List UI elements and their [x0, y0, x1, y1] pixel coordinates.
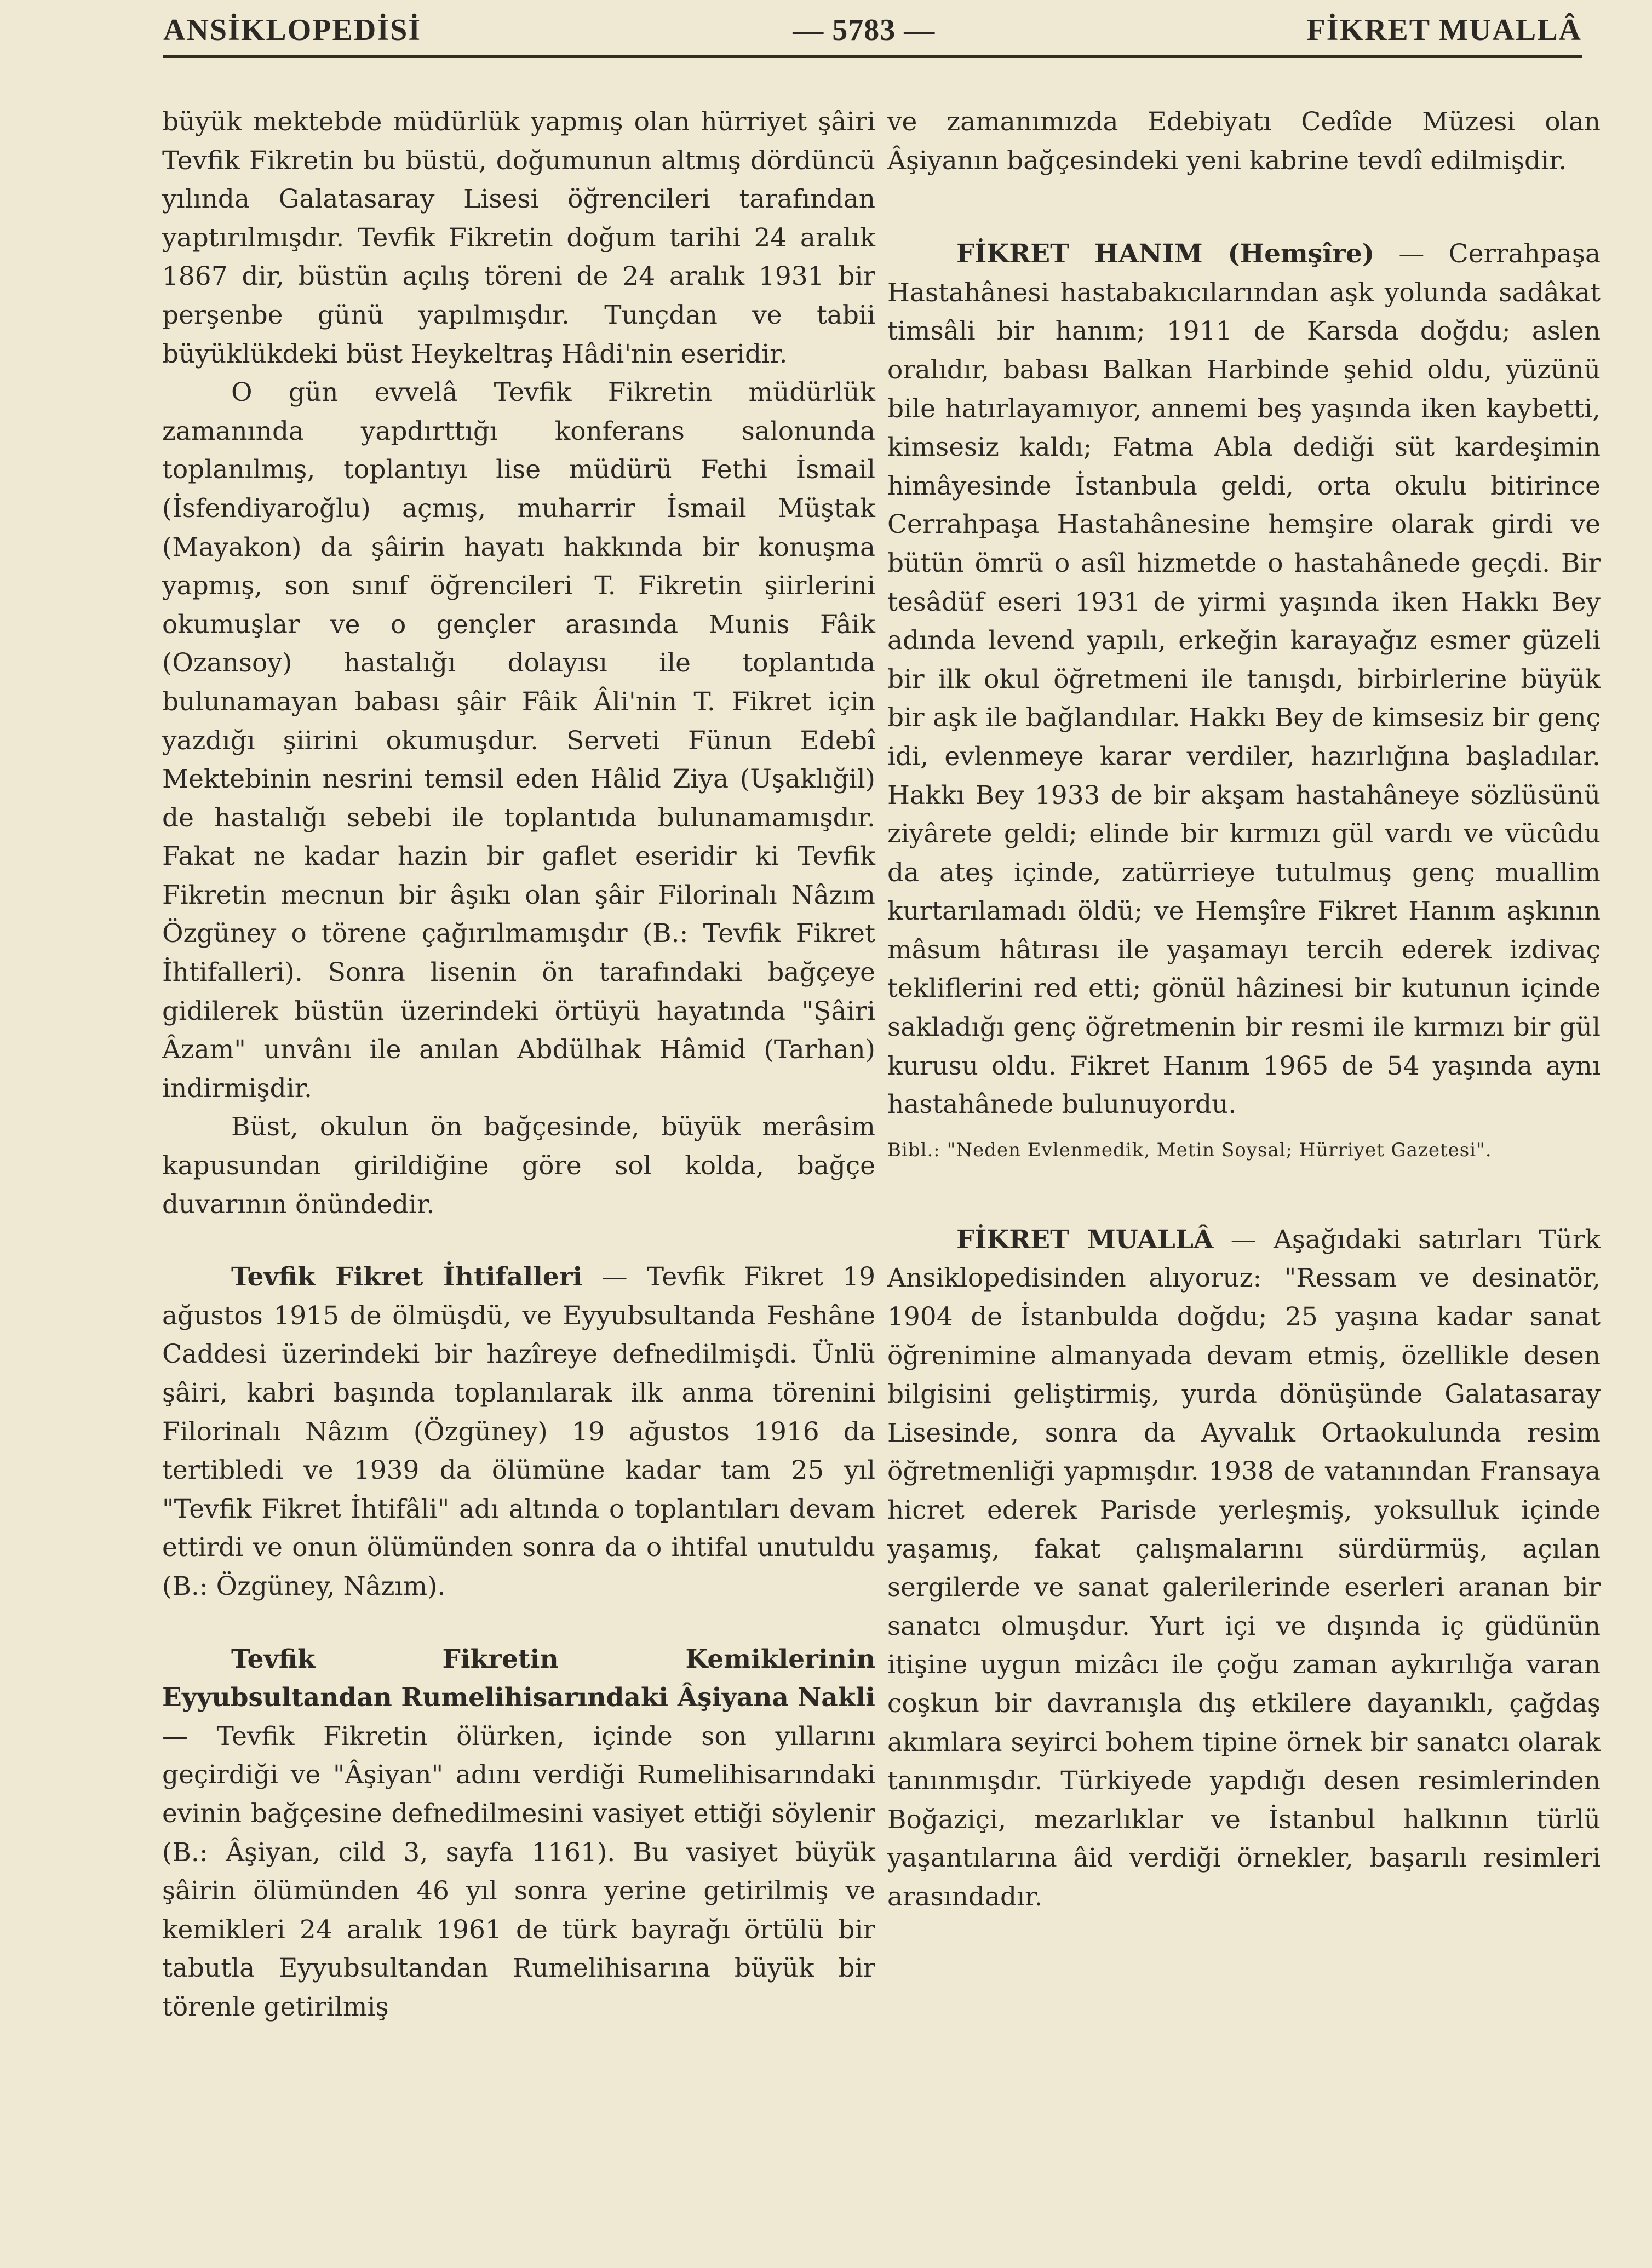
entry-text: — Tevfik Fikret 19 ağustos 1915 de ölmüşdü, ve Eyyubsultanda Feshâne Caddesi üzerindeki bir hazîreye defnedilmişdi. Ünlü şâiri, kabri başında toplanılarak ilk anma törenini Filorinalı Nâzım (Özgüney) 19 ağustos 1916 da tertibledi ve 1939 da ölümüne kadar tam 25 yıl "Tevfik Fikret İhtifâli" adı altında o toplantıları devam ettirdi ve onun ölümünden sonra da o ihtifal unutuldu (B.: Özgüney, Nâzım).	[162, 1262, 875, 1601]
entry-text: — Aşağıdaki satırları Türk Ansiklopedisinden alıyoruz: "Ressam ve desinatör, 1904 de İstanbulda doğdu; 25 yaşına kadar sanat öğrenimine almanyada devam etmiş, özellikle desen bilgisini geliştirmiş, yurda dönüşünde Galatasaray Lisesinde, sonra da Ayvalık Ortaokulunda resim öğretmenliği yapmışdır. 1938 de vatanından Fransaya hicret ederek Parisde yerleşmiş, yoksulluk içinde yaşamış, fakat çalışmalarını sürdürmüş, açılan sergilerde ve sanat galerilerinde eserleri aranan bir sanatcı olmuşdur. Yurt içi ve dışında iç güdünün itişine uygun mizâcı ile çoğu zaman aykırılığa varan coşkun bir davranışla dış etkilere dayanıklı, çağdaş akımlara seyirci bohem tipine örnek bir sanatcı olarak tanınmışdır. Türkiyede yapdığı desen resimlerinden Boğaziçi, mezarlıklar ve İstanbul halkının türlü yaşantılarına âid verdiği örnekler, başarılı resimleri arasındadır.	[887, 1224, 1601, 1912]
entry-text: — Cerrahpaşa Hastahânesi hastabakıcılarından aşk yolunda sadâkat timsâli bir hanım; 1911 de Karsda doğdu; aslen oralıdır, babası Balkan Harbinde şehid oldu, yüzünü bile hatırlayamıyor, annemi beş yaşında iken kaybetti, kimsesiz kaldı; Fatma Abla dediği süt kardeşimin himâyesinde İstanbula geldi, orta okulu bitirince Cerrahpaşa Hastahânesine hemşire olarak girdi ve bütün ömrü o asîl hizmetde o hastahânede geçdi. Bir tesâdüf eseri 1931 de yirmi yaşında iken Hakkı Bey adında levend yapılı, erkeğin karayağız esmer güzeli bir ilk okul öğretmeni ile tanışdı, birbirlerine büyük bir aşk ile bağlandılar. Hakkı Bey de kimsesiz bir genç idi, evlenmeye karar verdiler, hazırlığına başladılar. Hakkı Bey 1933 de bir akşam hastahâneye sözlüsünü ziyârete geldi; elinde bir kırmızı gül vardı ve vücûdu da ateş içinde, zatürrieye tutulmuş genç muallim kurtarılamadı öldü; ve Hemşîre Fikret Hanım aşkının mâsum hâtırası ile yaşamayı tercih ederek izdivaç tekliflerini red etti; gönül hâzinesi bir kutunun içinde sakladığı genç öğretmenin bir resmi ile kırmızı bir gül kurusu oldu. Fikret Hanım 1965 de 54 yaşında aynı hastahânede bulunuyordu.	[887, 239, 1601, 1120]
header-rule	[163, 55, 1582, 58]
spacer	[162, 1224, 875, 1258]
header-right-title: FİKRET MUALLÂ	[1306, 13, 1582, 47]
paragraph: Büst, okulun ön bağçesinde, büyük merâsim kapusundan girildiğine göre sol kolda, bağçe duvarının önündedir.	[162, 1112, 875, 1220]
paragraph: O gün evvelâ Tevfik Fikretin müdürlük zamanında yapdırttığı konferans salonunda toplanılmış, toplantıyı lise müdürü Fethi İsmail (İsfendiyaroğlu) açmış, muharrir İsmail Müştak (Mayakon) da şâirin hayatı hakkında bir konuşma yapmış, son sınıf öğrencileri T. Fikretin şiirlerini okumuşlar ve o gençler arasında Munis Fâik (Ozansoy) hastalığı dolayısı ile toplantıda bulunamayan babası şâir Fâik Âli'nin T. Fikret için yazdığı şiirini okumuşdur. Serveti Fünun Edebî Mektebinin nesrini temsil eden Hâlid Ziya (Uşaklığil) de hastalığı sebebi ile toplantıda bulunamamışdır. Fakat ne kadar hazin bir gaflet eseridir ki Tevfik Fikretin mecnun bir âşıkı olan şâir Filorinalı Nâzım Özgüney o törene çağırılmamışdır (B.: Tevfik Fikret İhtifalleri). Sonra lisenin ön tarafındaki bağçeye gidilerek büstün üzerindeki örtüyü hayatında "Şâiri Âzam" unvânı ile anılan Abdülhak Hâmid (Tarhan) indirmişdir.	[162, 377, 875, 1104]
right-column	[887, 103, 1601, 1917]
entry-fikret-mualla	[887, 1221, 1601, 1917]
entry-tevfik-fikret-ihtifalleri	[162, 1258, 875, 1606]
entry-fikret-hanim	[887, 235, 1601, 1124]
spacer	[162, 1606, 875, 1640]
entry-title: FİKRET HANIM (Hemşîre)	[956, 239, 1374, 269]
paragraph: ve zamanımızda Edebiyatı Cedîde Müzesi olan Âşiyanın bağçesindeki yeni kabrine tevdî edilmişdir.	[887, 107, 1601, 176]
entry-text: — Tevfik Fikretin ölürken, içinde son yıllarını geçirdiği ve "Âşiyan" adını verdiği Rumelihisarındaki evinin bağçesine defnedilmesini vasiyet ettiği söylenir (B.: Âşiyan, cild 3, sayfa 1161). Bu vasiyet büyük şâirin ölümünden 46 yıl sonra yerine getirilmiş ve kemikleri 24 aralık 1961 de türk bayrağı örtülü bir tabutla Eyyubsultandan Rumelihisarına büyük bir törenle getirilmiş	[162, 1721, 875, 2022]
page-number: — 5783 —	[793, 13, 936, 47]
paragraph: büyük mektebde müdürlük yapmış olan hürriyet şâiri Tevfik Fikretin bu büstü, doğumunun altmış dördüncü yılında Galatasaray Lisesi öğrencileri tarafından yaptırılmışdır. Tevfik Fikretin doğum tarihi 24 aralık 1867 dir, büstün açılış töreni de 24 aralık 1931 bir perşenbe günü yapılmışdır. Tunçdan ve tabii büyüklükdeki büst Heykeltraş Hâdi'nin eseridir.	[162, 107, 875, 369]
entry-title: Tevfik Fikretin Kemiklerinin Eyyubsultandan Rumelihisarındaki Âşiyana Nakli	[162, 1644, 875, 1713]
spacer	[887, 1166, 1601, 1221]
running-head	[163, 8, 1582, 53]
header-left-title: ANSİKLOPEDİSİ	[163, 13, 422, 47]
left-column	[162, 103, 875, 2027]
spacer	[887, 180, 1601, 235]
bibliography-note: Bibl.: "Neden Evlenmedik, Metin Soysal; Hürriyet Gazetesi".	[887, 1139, 1492, 1161]
entry-title: Tevfik Fikret İhtifalleri	[231, 1262, 583, 1293]
entry-asiyana-nakli	[162, 1640, 875, 2027]
entry-title: FİKRET MUALLÂ	[956, 1224, 1214, 1255]
